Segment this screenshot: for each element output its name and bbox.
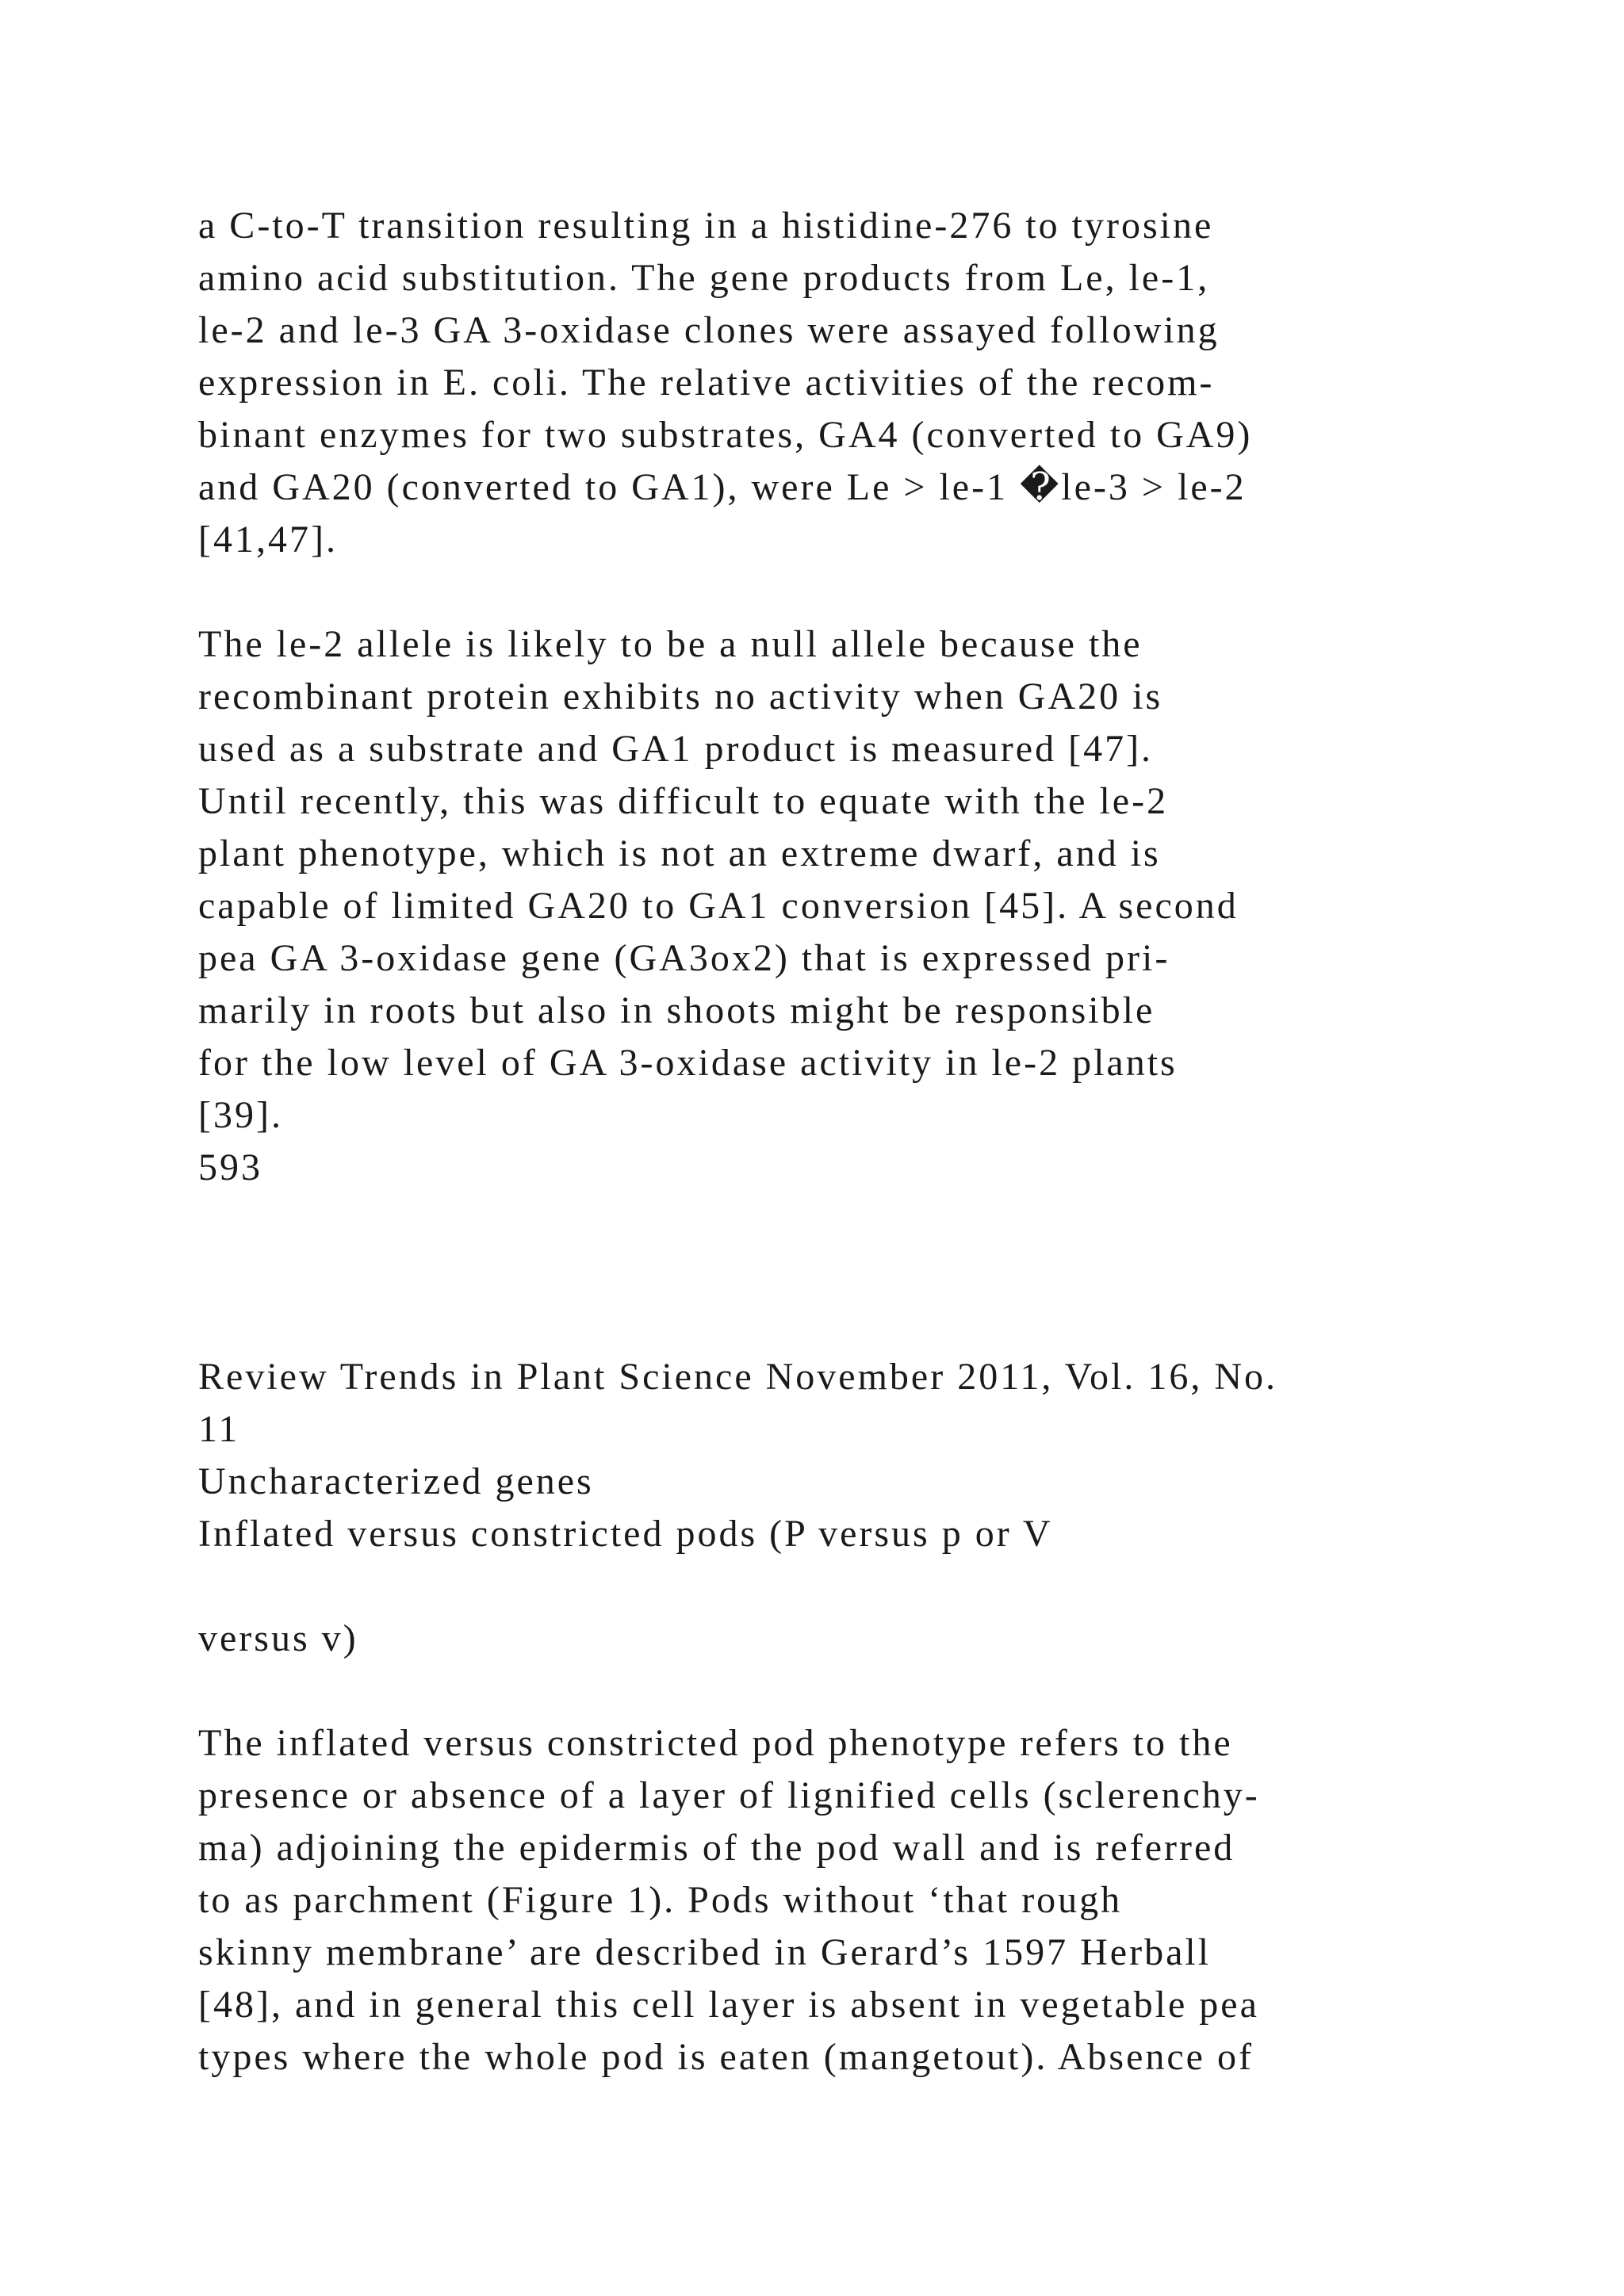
- subsection-heading-continued: versus v): [198, 1617, 358, 1659]
- running-header-continued: 11: [198, 1408, 240, 1450]
- paragraph-1-line: le-2 and le-3 GA 3-oxidase clones were assayed following: [198, 309, 1220, 351]
- paragraph-2-line: for the low level of GA 3-oxidase activity in le-2 plants: [198, 1042, 1178, 1084]
- paragraph-2-line: marily in roots but also in shoots might be responsible: [198, 989, 1155, 1031]
- paragraph-2-line: recombinant protein exhibits no activity when GA20 is: [198, 675, 1163, 718]
- paragraph-2-line: plant phenotype, which is not an extreme dwarf, and is: [198, 832, 1161, 874]
- page-number: 593: [198, 1146, 262, 1188]
- paragraph-3-line: presence or absence of a layer of lignified cells (sclerenchy-: [198, 1774, 1260, 1816]
- paragraph-1-line: expression in E. coli. The relative activities of the recom-: [198, 362, 1215, 404]
- paragraph-2-line: The le-2 allele is likely to be a null allele because the: [198, 623, 1143, 665]
- paragraph-2-line: capable of limited GA20 to GA1 conversion [45]. A second: [198, 885, 1239, 927]
- paragraph-3-line: The inflated versus constricted pod phenotype refers to the: [198, 1722, 1233, 1764]
- paragraph-2-line: pea GA 3-oxidase gene (GA3ox2) that is expressed pri-: [198, 937, 1170, 979]
- paragraph-1-line: amino acid substitution. The gene products from Le, le-1,: [198, 257, 1210, 299]
- paragraph-2-line: [39].: [198, 1094, 283, 1136]
- paragraph-3-line: types where the whole pod is eaten (mangetout). Absence of: [198, 2036, 1254, 2078]
- paragraph-1-line: a C-to-T transition resulting in a histidine-276 to tyrosine: [198, 205, 1214, 247]
- subsection-heading: Inflated versus constricted pods (P versus p or V: [198, 1513, 1053, 1555]
- paragraph-1-line: and GA20 (converted to GA1), were Le > le-1 �le-3 > le-2: [198, 466, 1247, 508]
- paragraph-2-line: used as a substrate and GA1 product is measured [47].: [198, 728, 1154, 770]
- paragraph-1-line: [41,47].: [198, 519, 338, 561]
- paragraph-2-line: Until recently, this was difficult to equate with the le-2: [198, 780, 1169, 822]
- paragraph-3-line: [48], and in general this cell layer is absent in vegetable pea: [198, 1984, 1259, 2026]
- paragraph-3-line: to as parchment (Figure 1). Pods without ‘that rough: [198, 1879, 1123, 1921]
- paragraph-1-line: binant enzymes for two substrates, GA4 (converted to GA9): [198, 414, 1253, 456]
- paragraph-3-line: ma) adjoining the epidermis of the pod wall and is referred: [198, 1827, 1235, 1869]
- running-header: Review Trends in Plant Science November 2011, Vol. 16, No.: [198, 1356, 1278, 1398]
- paragraph-3-line: skinny membrane’ are described in Gerard’s 1597 Herball: [198, 1931, 1212, 1973]
- section-heading: Uncharacterized genes: [198, 1460, 594, 1502]
